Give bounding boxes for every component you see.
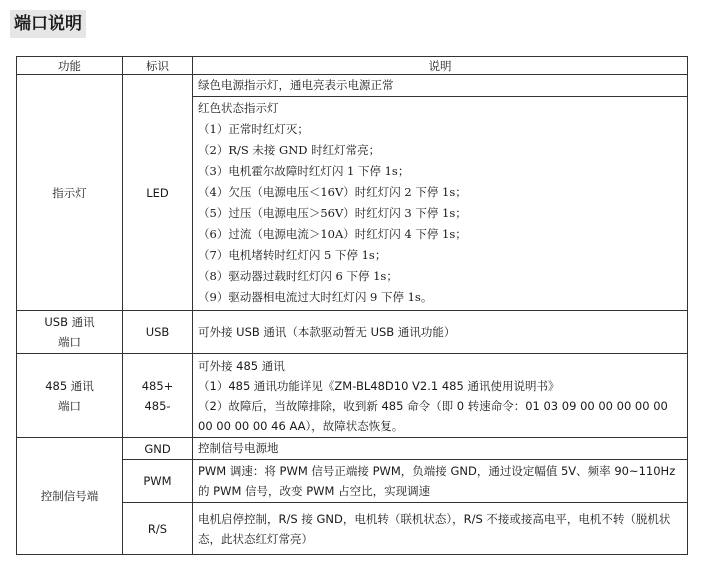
rs485-function: 485 通讯 端口	[17, 354, 123, 438]
table-row	[17, 75, 688, 97]
table-row	[17, 438, 688, 460]
list-item: （9）驱动器相电流过大时红灯闪 9 下停 1s。	[198, 290, 433, 304]
list-item: 可外接 485 通讯	[198, 358, 285, 373]
rs485-id: 485+ 485-	[123, 354, 193, 438]
list-item: （2）R/S 未接 GND 时红灯常亮；	[198, 143, 381, 157]
table-row	[17, 311, 688, 354]
list-item: （1）正常时红灯灭；	[198, 122, 309, 136]
list-item: （5）过压（电源电压＞56V）时红灯闪 3 下停 1s；	[198, 206, 467, 220]
list-item: （7）电机堵转时红灯闪 5 下停 1s；	[198, 248, 387, 262]
usb-function: USB 通讯 端口	[17, 311, 123, 354]
port-table	[16, 56, 688, 555]
rs-id: R/S	[123, 503, 193, 555]
list-item: （2）故障后，当故障排除，收到新 485 命令（即 0 转速命令：01 03 09 00 00 00 00 00 00 00 00 00 46 AA），故障状态恢复。	[198, 398, 668, 433]
control-function: 控制信号端	[17, 438, 123, 555]
list-item: （6）过流（电源电流＞10A）时红灯闪 4 下停 1s；	[198, 227, 467, 241]
list-item: （1）485 通讯功能详见《ZM-BL48D10 V2.1 485 通讯使用说明书》	[198, 378, 560, 393]
header-function: 功能	[17, 57, 123, 75]
gnd-desc: 控制信号电源地	[193, 438, 688, 460]
red-led-title: 红色状态指示灯	[198, 101, 279, 115]
table-row	[17, 354, 688, 438]
green-led-desc: 绿色电源指示灯，通电亮表示电源正常	[193, 75, 688, 97]
rs-desc: 电机启停控制，R/S 接 GND，电机转（联机状态），R/S 不接或接高电平，电机不转（脱机状态，此状态红灯常亮）	[193, 503, 688, 555]
header-id: 标识	[123, 57, 193, 75]
red-led-desc	[193, 97, 688, 311]
pwm-id: PWM	[123, 460, 193, 503]
rs485-desc	[193, 354, 688, 438]
list-item: （3）电机霍尔故障时红灯闪 1 下停 1s；	[198, 164, 410, 178]
usb-id: USB	[123, 311, 193, 354]
list-item: （8）驱动器过载时红灯闪 6 下停 1s；	[198, 269, 398, 283]
gnd-id: GND	[123, 438, 193, 460]
header-desc: 说明	[193, 57, 688, 75]
indicator-id: LED	[123, 75, 193, 311]
indicator-function: 指示灯	[17, 75, 123, 311]
list-item: （4）欠压（电源电压＜16V）时红灯闪 2 下停 1s；	[198, 185, 467, 199]
usb-desc: 可外接 USB 通讯（本款驱动暂无 USB 通讯功能）	[193, 311, 688, 354]
header-row	[17, 57, 688, 75]
pwm-desc: PWM 调速：将 PWM 信号正端接 PWM，负端接 GND，通过设定幅值 5V、频率 90~110Hz 的 PWM 信号，改变 PWM 占空比，实现调速	[193, 460, 688, 503]
section-title: 端口说明	[10, 10, 86, 38]
